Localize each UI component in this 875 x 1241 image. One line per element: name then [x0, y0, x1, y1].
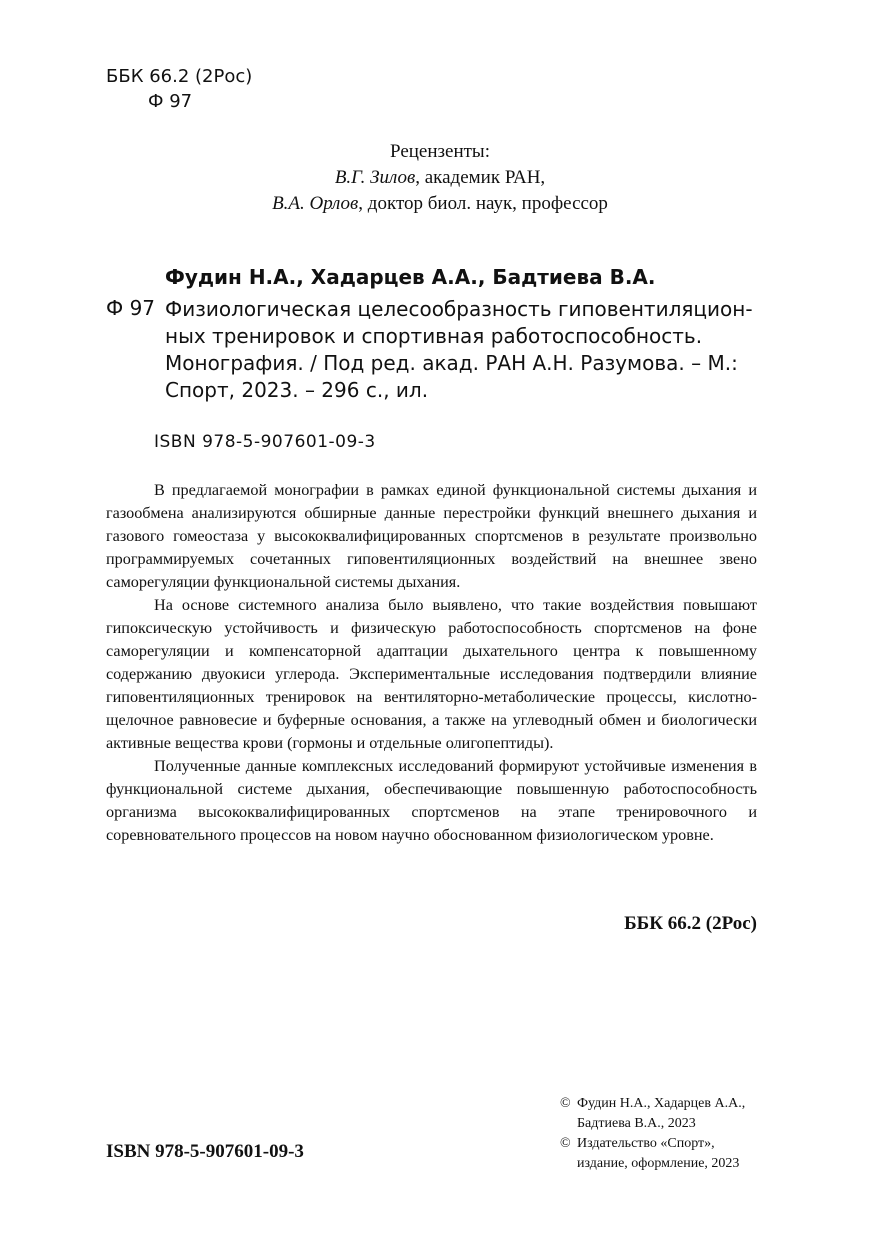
bibliographic-record — [165, 296, 765, 404]
copyright-publisher-cont — [560, 1154, 780, 1174]
bbk-index-top — [106, 64, 252, 114]
author-mark-code: Ф 97 — [106, 296, 156, 320]
reviewer-2 — [180, 191, 700, 217]
copyright-publisher-year: издание, оформление, 2023 — [577, 1156, 740, 1171]
copyright-publisher — [560, 1134, 780, 1154]
record-line-4: Спорт, 2023. – 296 с., ил. — [165, 378, 429, 402]
spacer — [560, 1114, 577, 1134]
abstract — [106, 479, 757, 847]
copyright-authors — [560, 1094, 780, 1114]
reviewers-block — [180, 139, 700, 217]
copyright-publisher-line: Издательство «Спорт», — [577, 1136, 715, 1151]
copyright-icon: © — [560, 1136, 571, 1151]
reviewers-heading: Рецензенты: — [390, 141, 490, 162]
copyright-authors-year: Бадтиева В.А., 2023 — [577, 1116, 696, 1131]
bbk-code: ББК 66.2 (2Рос) — [106, 66, 253, 87]
authors-heading: Фудин Н.А., Хадарцев А.А., Бадтиева В.А. — [165, 265, 656, 289]
abstract-paragraph-3: Полученные данные комплексных исследований формируют устойчивые изменения в функциональной системе дыхания, обеспечивающие повышенную работоспособность организма высококвалифицированных спортсменов на этапе тренировочного и соревновательного процессов на новом научно обоснованном физиологическом уровне. — [106, 757, 757, 844]
copyright-icon: © — [560, 1096, 571, 1111]
record-line-3: Монография. / Под ред. акад. РАН А.Н. Разумова. – М.: — [165, 351, 738, 375]
isbn-bottom: ISBN 978-5-907601-09-3 — [106, 1141, 304, 1162]
copyright-authors-cont — [560, 1114, 780, 1134]
bbk-index-bottom: ББК 66.2 (2Рос) — [624, 913, 757, 934]
reviewer-1-title: , академик РАН, — [415, 167, 546, 188]
abstract-paragraph-2: На основе системного анализа было выявлено, что такие воздействия повышают гипоксическую устойчивость и физическую работоспособность спортсменов на фоне саморегуляции и компенсаторной адаптации дыхательного центра к повышенному содержанию двуокиси углерода. Экспериментальные исследования подтвердили влияние гиповентиляционных тренировок на вентиляторно-метаболические процессы, кислотно-щелочное равновесие и буферные основания, а также на углеводный обмен и биологически активные вещества крови (гормоны и отдельные олигопептиды). — [106, 596, 757, 752]
author-mark: Ф 97 — [148, 91, 193, 112]
reviewer-2-title: , доктор биол. наук, профессор — [358, 193, 608, 214]
record-line-2: ных тренировок и спортивная работоспособность. — [165, 324, 703, 348]
reviewer-1 — [180, 165, 700, 191]
spacer — [560, 1154, 577, 1174]
reviewer-1-name: В.Г. Зилов — [334, 167, 416, 188]
record-line-1: Физиологическая целесообразность гиповентиляцион- — [165, 297, 753, 321]
copyright-block — [560, 1094, 780, 1174]
isbn-record: ISBN 978-5-907601-09-3 — [154, 432, 376, 452]
copyright-authors-line: Фудин Н.А., Хадарцев А.А., — [577, 1096, 746, 1111]
abstract-paragraph-1: В предлагаемой монографии в рамках единой функциональной системы дыхания и газообмена анализируются обширные данные перестройки функций внешнего дыхания и газового гомеостаза у высококвалифицированных спортсменов в результате произвольно программируемых сочетанных гиповентиляционных воздействий на внешнее звено саморегуляции функциональной системы дыхания. — [106, 481, 757, 591]
reviewer-2-name: В.А. Орлов — [272, 193, 359, 214]
